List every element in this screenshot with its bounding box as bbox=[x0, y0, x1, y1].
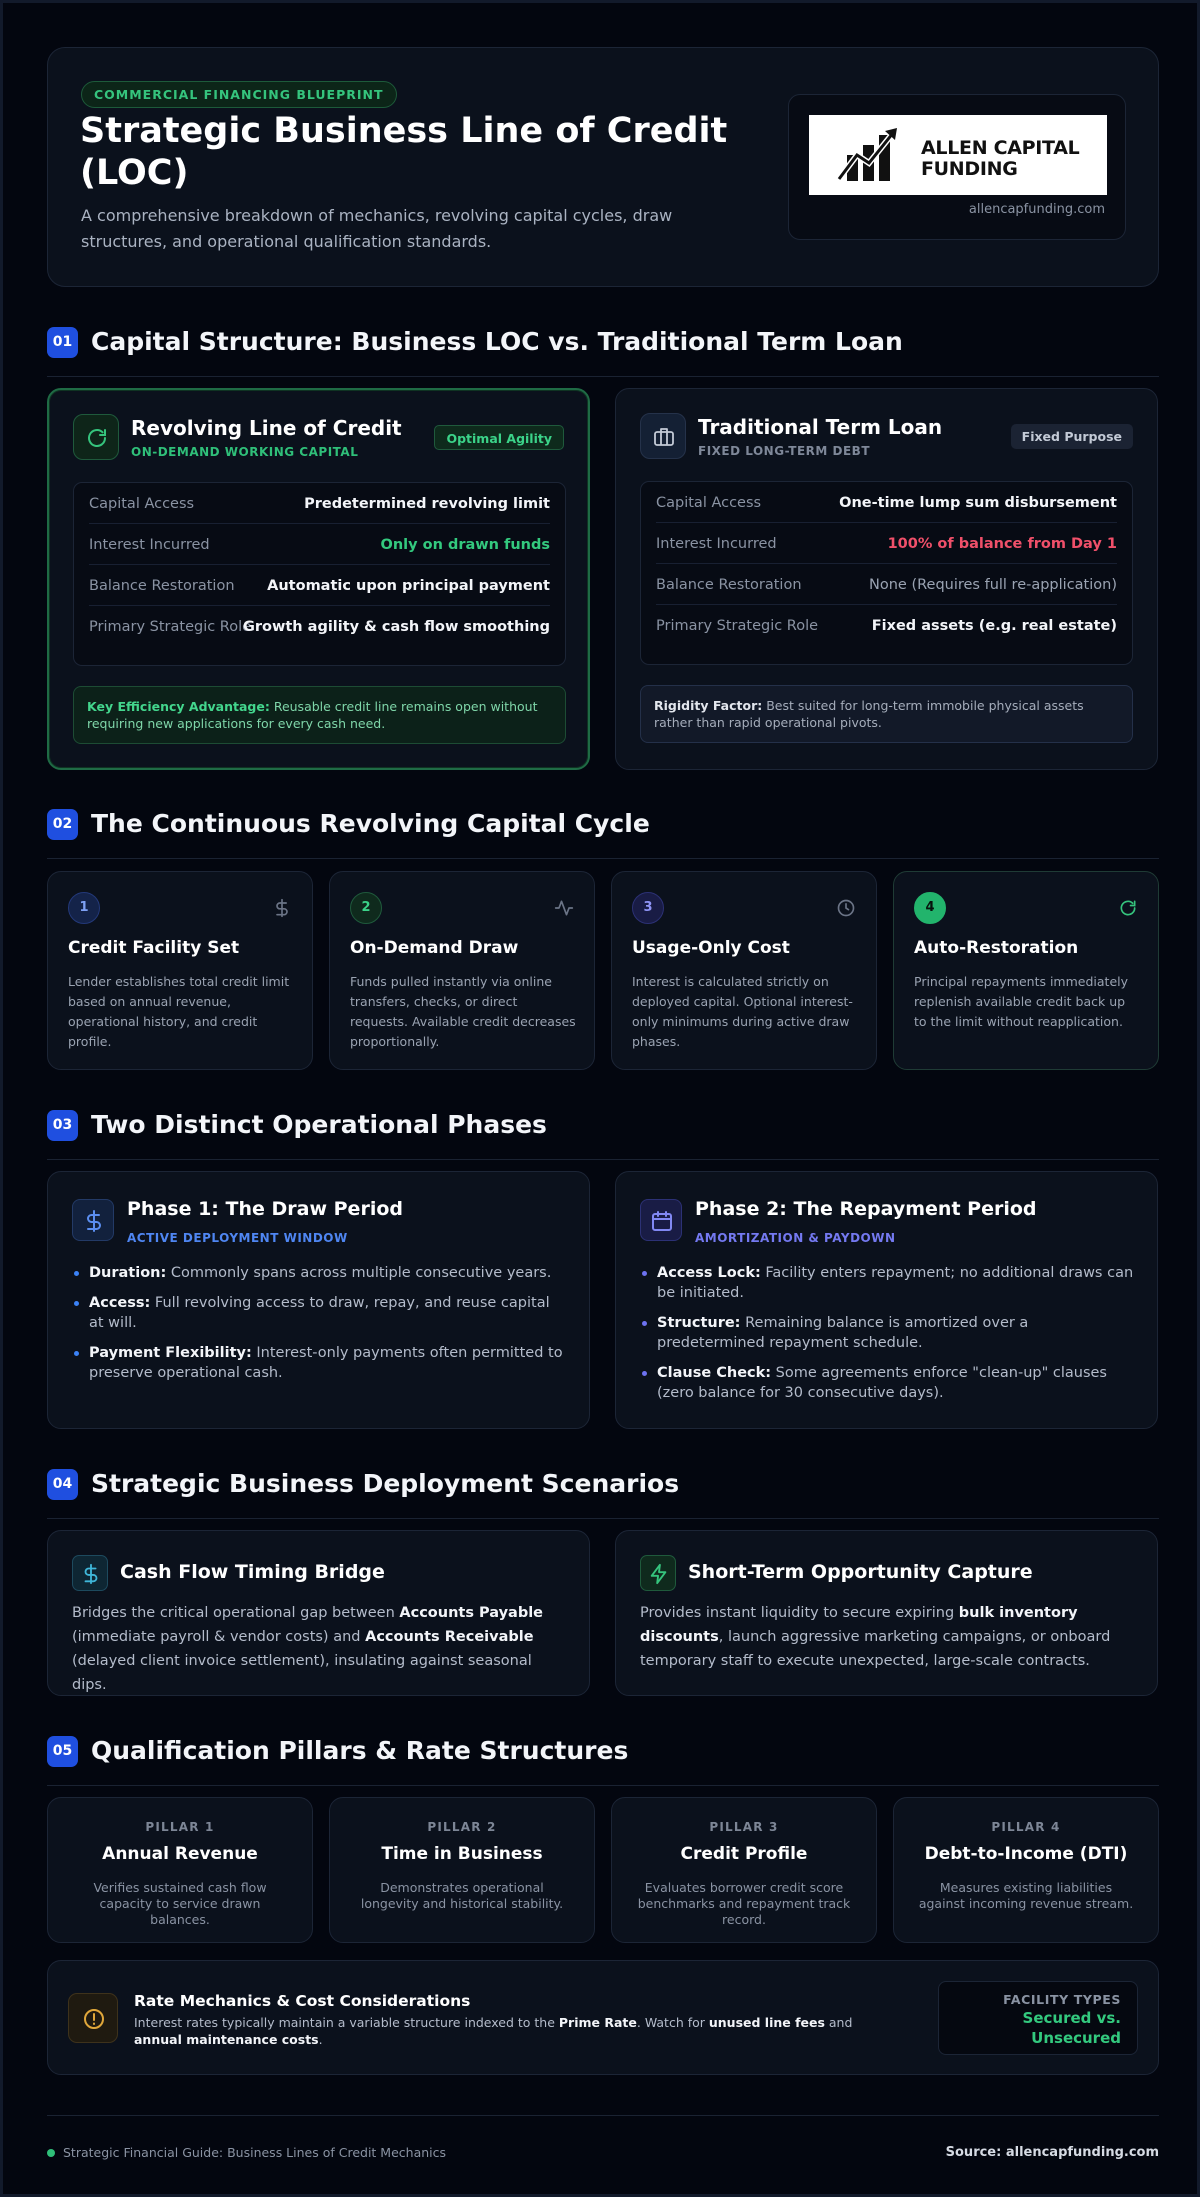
card-kicker: ON-DEMAND WORKING CAPITAL bbox=[131, 445, 359, 459]
step-text: Interest is calculated strictly on deployed capital. Optional interest-only minimums during active draw phases. bbox=[632, 974, 853, 1049]
section-title: Strategic Business Deployment Scenarios bbox=[91, 1469, 680, 1498]
card-title: Traditional Term Loan bbox=[698, 415, 943, 439]
card-title: Revolving Line of Credit bbox=[131, 416, 402, 440]
scenario-text: Bridges the critical operational gap between Accounts Payable (immediate payroll & vendor costs) and Accounts Receivable (delayed client invoice settlement), insulating against seasonal dips. bbox=[72, 1605, 544, 1693]
section-heading-01 bbox=[47, 327, 1159, 377]
footer-source[interactable]: Source: allencapfunding.com bbox=[945, 2145, 1159, 2160]
step-title: On-Demand Draw bbox=[350, 938, 519, 958]
section-number: 02 bbox=[47, 809, 78, 840]
section-number: 01 bbox=[47, 327, 78, 358]
step-number: 3 bbox=[632, 892, 664, 924]
table-row: Primary Strategic Role Growth agility & cash flow smoothing bbox=[89, 619, 550, 635]
rate-title: Rate Mechanics & Cost Considerations bbox=[134, 1992, 471, 2010]
table-row: Primary Strategic Role Fixed assets (e.g. real estate) bbox=[656, 618, 1117, 634]
step-text: Funds pulled instantly via online transfers, checks, or direct requests. Available credit decreases proportionally. bbox=[350, 974, 576, 1049]
table-row: Interest Incurred Only on drawn funds bbox=[89, 524, 550, 565]
card-kicker: FIXED LONG-TERM DEBT bbox=[698, 444, 871, 458]
section-heading-03 bbox=[47, 1110, 1159, 1160]
efficiency-note: Key Efficiency Advantage: Reusable credit line remains open without requiring new applications for every cash need. bbox=[73, 686, 566, 744]
table-row: Balance Restoration Automatic upon principal payment bbox=[89, 565, 550, 606]
pillar-text: Measures existing liabilities against incoming revenue stream. bbox=[918, 1880, 1134, 1911]
pillar-card-4 bbox=[893, 1797, 1159, 1943]
section-heading-05 bbox=[47, 1736, 1159, 1786]
list-item: Structure: Remaining balance is amortized over a predetermined repayment schedule. bbox=[640, 1313, 1135, 1353]
section-title: Capital Structure: Business LOC vs. Traditional Term Loan bbox=[91, 327, 903, 356]
facility-types-box bbox=[938, 1981, 1138, 2055]
growth-chart-logo-icon bbox=[837, 125, 911, 185]
rate-text: Interest rates typically maintain a variable structure indexed to the Prime Rate. Watch for unused line fees and annual maintenance costs. bbox=[134, 2015, 853, 2047]
scenario-title: Short-Term Opportunity Capture bbox=[688, 1561, 1033, 1583]
status-badge: Optimal Agility bbox=[434, 425, 564, 450]
page-footer bbox=[47, 2115, 1159, 2175]
company-logo[interactable] bbox=[809, 115, 1107, 195]
logo-url[interactable]: allencapfunding.com bbox=[968, 202, 1105, 217]
phase-kicker: AMORTIZATION & PAYDOWN bbox=[695, 1231, 896, 1245]
pillar-title: Annual Revenue bbox=[102, 1844, 258, 1864]
cycle-step-1 bbox=[47, 871, 313, 1070]
section-number: 05 bbox=[47, 1736, 78, 1767]
table-row: Capital Access Predetermined revolving limit bbox=[89, 483, 550, 524]
phase-title: Phase 1: The Draw Period bbox=[127, 1198, 403, 1220]
pillar-title: Debt-to-Income (DTI) bbox=[924, 1844, 1128, 1864]
facility-value: Secured vs. Unsecured bbox=[1022, 2009, 1121, 2047]
section-number: 03 bbox=[47, 1110, 78, 1141]
list-item: Clause Check: Some agreements enforce "clean-up" clauses (zero balance for 30 consecutive days). bbox=[640, 1363, 1135, 1403]
pillar-kicker: PILLAR 2 bbox=[427, 1820, 497, 1834]
page-title: Strategic Business Line of Credit (LOC) bbox=[80, 111, 728, 193]
section-title: The Continuous Revolving Capital Cycle bbox=[91, 809, 650, 838]
cycle-step-4 bbox=[893, 871, 1159, 1070]
logo-wordmark: ALLEN CAPITAL FUNDING bbox=[921, 137, 1080, 180]
dollar-icon bbox=[72, 1555, 108, 1591]
list-item: Access Lock: Facility enters repayment; no additional draws can be initiated. bbox=[640, 1263, 1135, 1303]
phase-kicker: ACTIVE DEPLOYMENT WINDOW bbox=[127, 1231, 348, 1245]
pillar-kicker: PILLAR 4 bbox=[991, 1820, 1061, 1834]
hero-card bbox=[47, 47, 1159, 287]
term-loan-comparison-card bbox=[615, 388, 1158, 770]
phase-list bbox=[72, 1263, 567, 1393]
status-badge: Fixed Purpose bbox=[1011, 424, 1133, 449]
scenario-text: Provides instant liquidity to secure expiring bulk inventory discounts, launch aggressive marketing campaigns, or onboard temporary staff to execute unexpected, large-scale contracts. bbox=[640, 1605, 1111, 1669]
calendar-icon bbox=[640, 1199, 682, 1241]
pillar-card-1 bbox=[47, 1797, 313, 1943]
loc-comparison-card bbox=[47, 388, 590, 770]
rate-mechanics-card bbox=[47, 1960, 1159, 2075]
phase-list bbox=[640, 1263, 1135, 1413]
logo-box bbox=[788, 94, 1126, 240]
phase-title: Phase 2: The Repayment Period bbox=[695, 1198, 1037, 1220]
pillar-text: Demonstrates operational longevity and historical stability. bbox=[360, 1880, 564, 1911]
cycle-step-3 bbox=[611, 871, 877, 1070]
clock-icon bbox=[836, 898, 856, 918]
opportunity-capture-card bbox=[615, 1530, 1158, 1696]
rigidity-note: Rigidity Factor: Best suited for long-term immobile physical assets rather than rapid operational pivots. bbox=[640, 685, 1133, 743]
activity-icon bbox=[554, 898, 574, 918]
alert-icon bbox=[68, 1993, 118, 2043]
table-row: Balance Restoration None (Requires full re-application) bbox=[656, 564, 1117, 605]
table-row: Capital Access One-time lump sum disbursement bbox=[656, 482, 1117, 523]
pillar-kicker: PILLAR 1 bbox=[145, 1820, 215, 1834]
comparison-table bbox=[73, 482, 566, 666]
section-heading-02 bbox=[47, 809, 1159, 859]
scenario-title: Cash Flow Timing Bridge bbox=[120, 1561, 385, 1583]
status-dot-icon bbox=[47, 2149, 55, 2157]
pillar-text: Verifies sustained cash flow capacity to service drawn balances. bbox=[93, 1880, 267, 1927]
draw-period-card bbox=[47, 1171, 590, 1429]
cycle-step-2 bbox=[329, 871, 595, 1070]
section-title: Qualification Pillars & Rate Structures bbox=[91, 1736, 629, 1765]
footer-caption: Strategic Financial Guide: Business Lines of Credit Mechanics bbox=[63, 2145, 447, 2160]
step-number: 4 bbox=[914, 892, 946, 924]
section-number: 04 bbox=[47, 1469, 78, 1500]
facility-label: FACILITY TYPES bbox=[1003, 1992, 1121, 2007]
pillar-card-3 bbox=[611, 1797, 877, 1943]
refresh-icon bbox=[1118, 898, 1138, 918]
step-title: Credit Facility Set bbox=[68, 938, 240, 958]
list-item: Payment Flexibility: Interest-only payments often permitted to preserve operational cash. bbox=[72, 1343, 567, 1383]
pillar-title: Credit Profile bbox=[680, 1844, 808, 1864]
pillar-text: Evaluates borrower credit score benchmarks and repayment track record. bbox=[637, 1880, 851, 1927]
dollar-icon bbox=[72, 1199, 114, 1241]
list-item: Duration: Commonly spans across multiple consecutive years. bbox=[72, 1263, 567, 1283]
pillar-title: Time in Business bbox=[381, 1844, 543, 1864]
step-text: Principal repayments immediately replenish available credit back up to the limit without reapplication. bbox=[914, 974, 1129, 1029]
dollar-icon bbox=[272, 898, 292, 918]
step-number: 1 bbox=[68, 892, 100, 924]
cash-flow-bridge-card bbox=[47, 1530, 590, 1696]
repayment-period-card bbox=[615, 1171, 1158, 1429]
comparison-table bbox=[640, 481, 1133, 665]
list-item: Access: Full revolving access to draw, repay, and reuse capital at will. bbox=[72, 1293, 567, 1333]
step-text: Lender establishes total credit limit based on annual revenue, operational history, and credit profile. bbox=[68, 974, 290, 1049]
pillar-card-2 bbox=[329, 1797, 595, 1943]
refresh-icon bbox=[73, 414, 119, 460]
blueprint-badge: COMMERCIAL FINANCING BLUEPRINT bbox=[81, 81, 397, 108]
table-row: Interest Incurred 100% of balance from Day 1 bbox=[656, 523, 1117, 564]
pillar-kicker: PILLAR 3 bbox=[709, 1820, 779, 1834]
step-title: Usage-Only Cost bbox=[632, 938, 790, 958]
step-title: Auto-Restoration bbox=[914, 938, 1079, 958]
section-heading-04 bbox=[47, 1469, 1159, 1519]
briefcase-icon bbox=[640, 413, 686, 459]
step-number: 2 bbox=[350, 892, 382, 924]
section-title: Two Distinct Operational Phases bbox=[91, 1110, 547, 1139]
lightning-icon bbox=[640, 1555, 676, 1591]
page-subtitle: A comprehensive breakdown of mechanics, revolving capital cycles, draw structures, and operational qualification standards. bbox=[81, 206, 673, 251]
